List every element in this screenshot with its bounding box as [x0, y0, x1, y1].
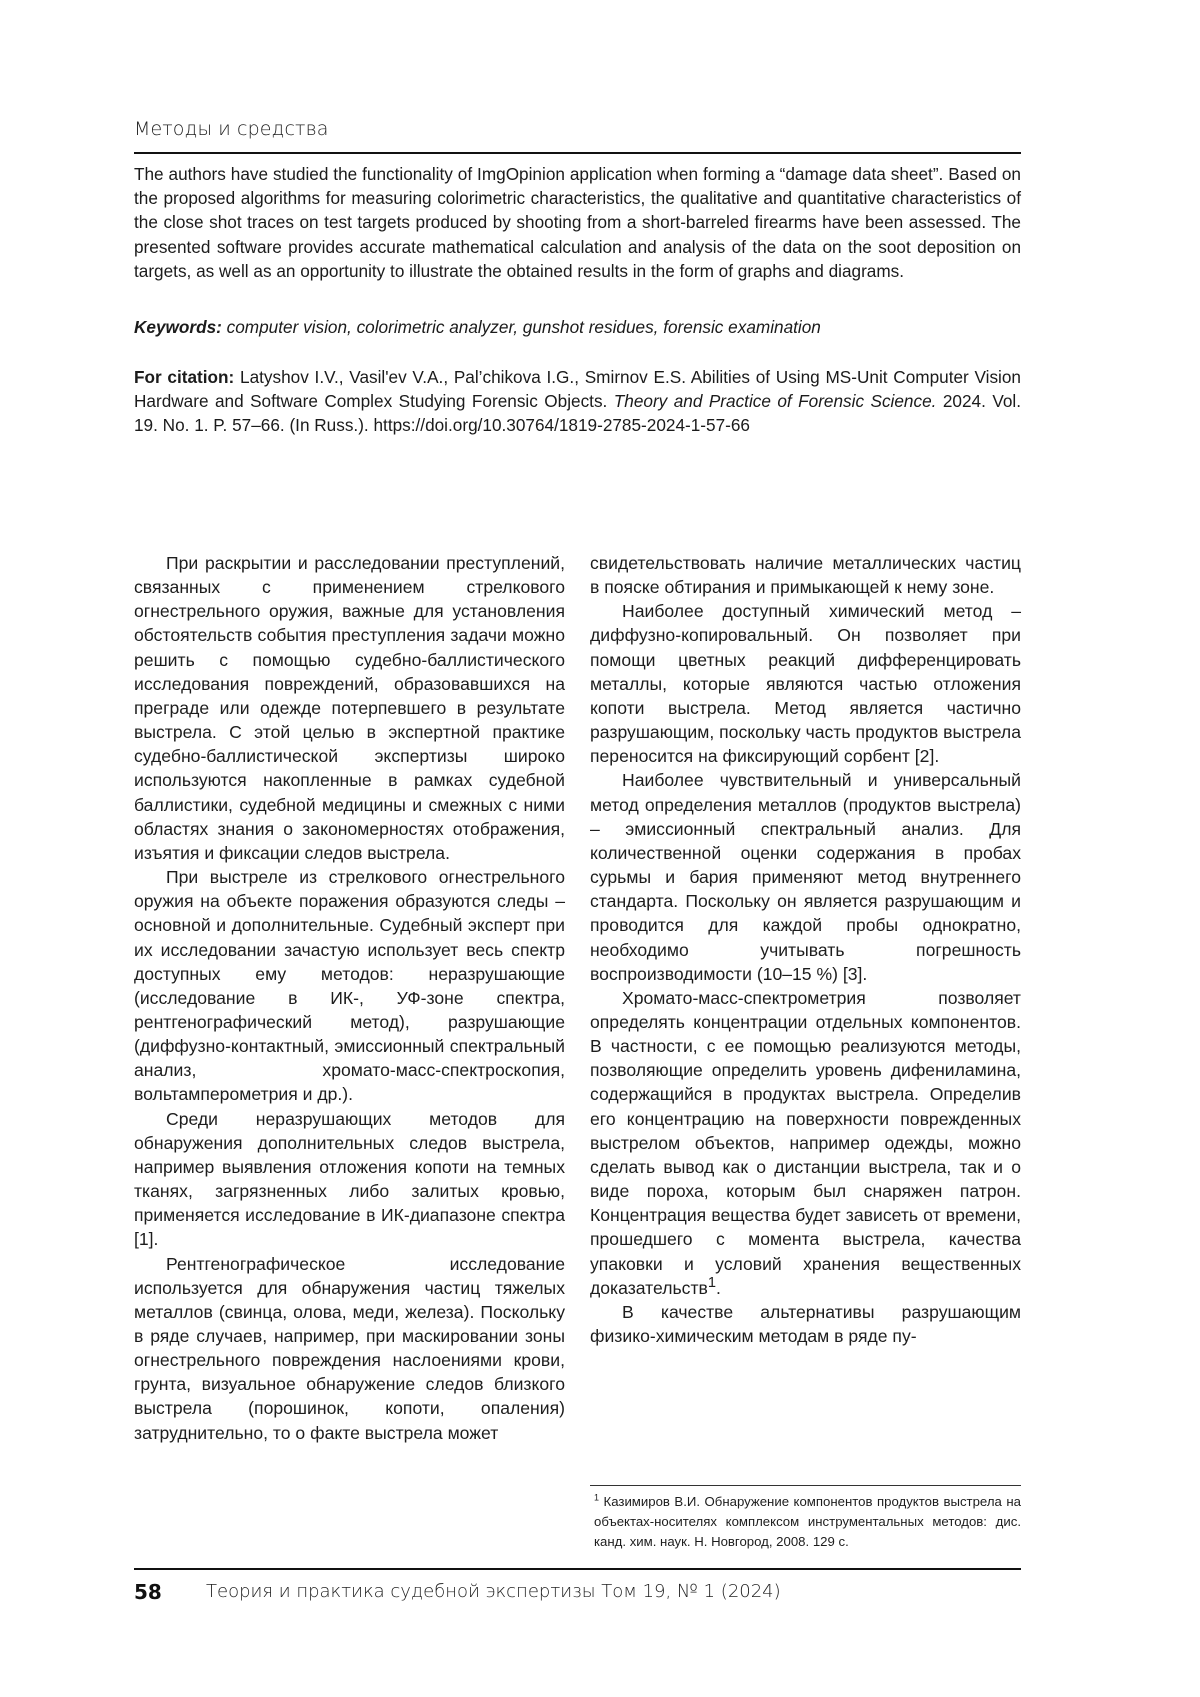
keywords-label: Keywords:: [134, 317, 222, 337]
body-paragraph: Наиболее чувствительный и универсальный метод определения металлов (продуктов выстрела) – эмиссионный спектральный анализ. Для количественной оценки содержания в пробах сурьмы и бария применяют метод внутреннего стандарта. Поскольку он является разрушающим и проводится для каждой пробы однократно, необходимо учитывать погрешность воспроизводимости (10–15 %) [3].: [590, 770, 1021, 984]
body-paragraph: В качестве альтернативы разрушающим физико-химическим методам в ряде пу-: [590, 1301, 1021, 1346]
body-paragraph: Рентгенографическое исследование используется для обнаружения частиц тяжелых металлов (свинца, олова, меди, железа). Поскольку в ряде случаев, например, при маскировании зоны огнестрельного повреждения наслоениями крови, грунта, визуальное обнаружение следов близкого выстрела (порошинок, копоти, опаления) затруднительно, то о факте выстрела может: [134, 1253, 565, 1443]
body-paragraph: Хромато-масс-спектрометрия позволяет определять концентрации отдельных компонентов. В частности, с ее помощью реализуются методы, позволяющие определить уровень дифениламина, содержащийся в продуктах выстрела. Определив его концентрацию на поверхности поврежденных выстрелом объектов, например одежды, можно сделать вывод как о дистанции выстрела, так и о виде пороха, которым был снаряжен патрон. Концентрация вещества будет зависеть от времени, прошедшего с момента выстрела, качества упаковки и условий хранения вещественных доказательств$^1$.: [590, 987, 1021, 1298]
abstract-text: The authors have studied the functionality of ImgOpinion application when forming a “damage data sheet”. Based on the proposed algorithms for measuring colorimetric characteristics, the qualitative and quantitative characteristics of the close shot traces on test targets produced by shooting from a short-barreled firearms have been assessed. The presented software provides accurate mathematical calculation and analysis of the data on the soot deposition on targets, as well as an opportunity to illustrate the obtained results in the form of graphs and diagrams.: [134, 164, 1021, 281]
keywords: [134, 317, 1021, 338]
citation-details[interactable]: 2024. Vol. 19. No. 1. P. 57–66. (In Russ.). https://doi.org/10.30764/1819-2785-2024-1-57-66: [134, 391, 1021, 436]
keywords-list: computer vision, colorimetric analyzer, gunshot residues, forensic examination: [226, 317, 821, 337]
body-paragraph: При выстреле из стрелкового огнестрельного оружия на объекте поражения образуются следы – основной и дополнительные. Судебный эксперт при их исследовании зачастую использует весь спектр доступных ему методов: неразрушающие (исследование в ИК-, УФ-зоне спектра, рентгенографический метод), разрушающие (диффузно-контактный, эмиссионный спектральный анализ, хромато-масс-спектроскопия, вольтамперометрия и др.).: [134, 867, 565, 1105]
body-paragraph-text: Хромато-масс-спектрометрия позволяет определять концентрации отдельных компонентов. В частности, с ее помощью реализуются методы, позволяющие определить уровень дифениламина, содержащийся в продуктах выстрела. Определив его концентрацию на поверхности поврежденных выстрелом объектов, например одежды, можно сделать вывод как о дистанции выстрела, так и о виде пороха, которым был снаряжен патрон. Концентрация вещества будет зависеть от времени, прошедшего с момента выстрела, качества упаковки и условий хранения вещественных доказательств: [590, 987, 1021, 1298]
citation-authors-title: Latyshov I.V., Vasil'ev V.A., Pal’chikova I.G., Smirnov E.S. Abilities of Using MS-Unit Computer Vision Hardware and Software Complex Studying Forensic Objects.: [134, 367, 1021, 412]
body-paragraph: Наиболее доступный химический метод – диффузно-копировальный. Он позволяет при помощи цветных реакций дифференцировать металлы, которые являются частью отложения копоти выстрела. Метод является частично разрушающим, поскольку часть продуктов выстрела переносится на фиксирующий сорбент [2].: [590, 601, 1021, 767]
journal-title: Теория и практика судебной экспертизы Том 19, № 1 (2024): [206, 1581, 781, 1602]
footnote-text: Казимиров В.И. Обнаружение компонентов продуктов выстрела на объектах-носителях комплексом инструментальных методов: дис. канд. хим. наук. Н. Новгород, 2008. 129 с.: [594, 1494, 1021, 1549]
body-paragraph: Среди неразрушающих методов для обнаружения дополнительных следов выстрела, например выявления отложения копоти на темных тканях, загрязненных либо залитых кровью, применяется исследование в ИК-диапазоне спектра [1].: [134, 1108, 565, 1250]
footnote-number: 1: [594, 1492, 600, 1503]
citation-label: For citation:: [134, 367, 235, 387]
citation-journal: Theory and Practice of Forensic Science.: [613, 391, 937, 412]
citation: [134, 365, 1021, 438]
body-paragraph: При раскрытии и расследовании преступлений, связанных с применением стрелкового огнестрельного оружия, важные для установления обстоятельств события преступления задачи можно решить с помощью судебно-баллистического исследования повреждений, образовавшихся на преграде или одежде потерпевшего в результате выстрела. С этой целью в экспертной практике судебно-баллистической экспертизы широко используются накопленные в рамках судебной баллистики, судебной медицины и смежных с ними областях знания о закономерностях отображения, изъятия и фиксации следов выстрела.: [134, 553, 565, 863]
footer-divider: [134, 1568, 1021, 1570]
footnote-reference[interactable]: 1: [707, 1274, 717, 1291]
body-paragraph-continued: свидетельствовать наличие металлических частиц в пояске обтирания и примыкающей к нему зоне.: [590, 553, 1021, 598]
body-column-left: [134, 551, 565, 1445]
section-title: Методы и средства: [134, 118, 329, 140]
body-column-right: [590, 551, 1021, 1348]
page-number: 58: [134, 1580, 162, 1604]
footnote-divider: [590, 1485, 1021, 1486]
footnote: [594, 1492, 1021, 1552]
header-divider: [134, 152, 1021, 154]
